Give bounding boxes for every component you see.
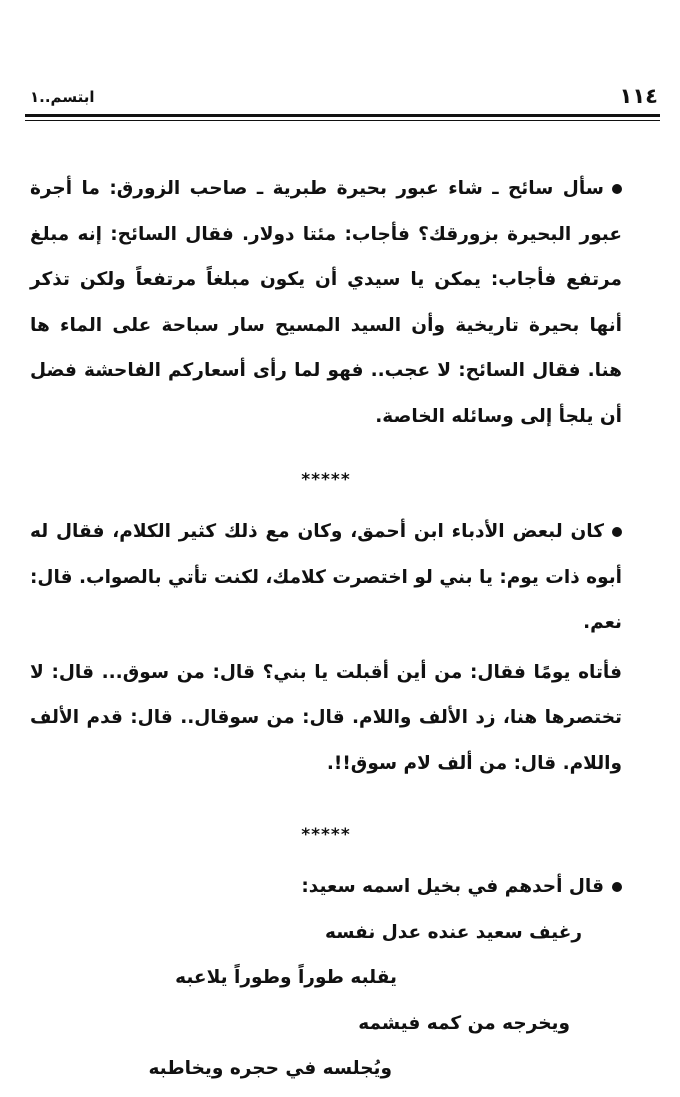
anecdote-foolish-son-text: كان لبعض الأدباء ابن أحمق، وكان مع ذلك كثير الكلام، فقال له أبوه ذات يوم: يا بني لو اختصرت كلامك، لكنت تأتي بالصواب. قال: نعم. [30, 521, 622, 633]
page-body [30, 166, 622, 1092]
section-separator: ***** [301, 470, 351, 490]
bullet-icon [612, 882, 622, 892]
poem-verse: ويُجلسه في حجره ويخاطبه [148, 1058, 392, 1079]
bullet-icon [612, 527, 622, 537]
header-rule-thick [25, 114, 660, 117]
running-title: ابتسم..١ [30, 88, 95, 106]
poem-verse: ويخرجه من كمه فيشمه [358, 1012, 570, 1034]
anecdote-tourist-text: سأل سائح ـ شاء عبور بحيرة طبرية ـ صاحب الزورق: ما أجرة عبور البحيرة بزورقك؟ فأجاب: مئتا دولار. فقال السائح: إنه مبلغ مرتفع فأجاب: يمكن يا سيدي أن يكون مبلغاً مرتفعاً ولكن تذكر أنها بحيرة تاريخية وأن السيد المسيح سار سباحة على الماء ها هنا. فقال السائح: لا عجب.. فهو لما رأى أسعاركم الفاحشة فضل أن يلجأ إلى وسائله الخاصة. [30, 178, 622, 427]
poem-verse: يقلبه طوراً وطوراً يلاعبه [175, 967, 397, 988]
poem-intro [30, 864, 622, 910]
anecdote-foolish-son-dialogue: فأتاه يومًا فقال: من أين أقبلت يا بني؟ قال: من سوق... قال: لا تختصرها هنا، زد الألف واللام. قال: من سوقال.. قال: قدم الألف واللام. قال: من ألف لام سوق!!. [30, 661, 622, 774]
anecdote-tourist [30, 166, 622, 439]
poem-intro-text: قال أحدهم في بخيل اسمه سعيد: [301, 876, 604, 897]
header-rule-thin [25, 120, 660, 121]
page-number: ١١٤ [619, 84, 658, 108]
page-header [30, 84, 658, 114]
poem-verse: رغيف سعيد عنده عدل نفسه [325, 921, 582, 943]
anecdote-foolish-son-intro [30, 509, 622, 646]
section-separator: ***** [301, 825, 351, 845]
bullet-icon [612, 184, 622, 194]
